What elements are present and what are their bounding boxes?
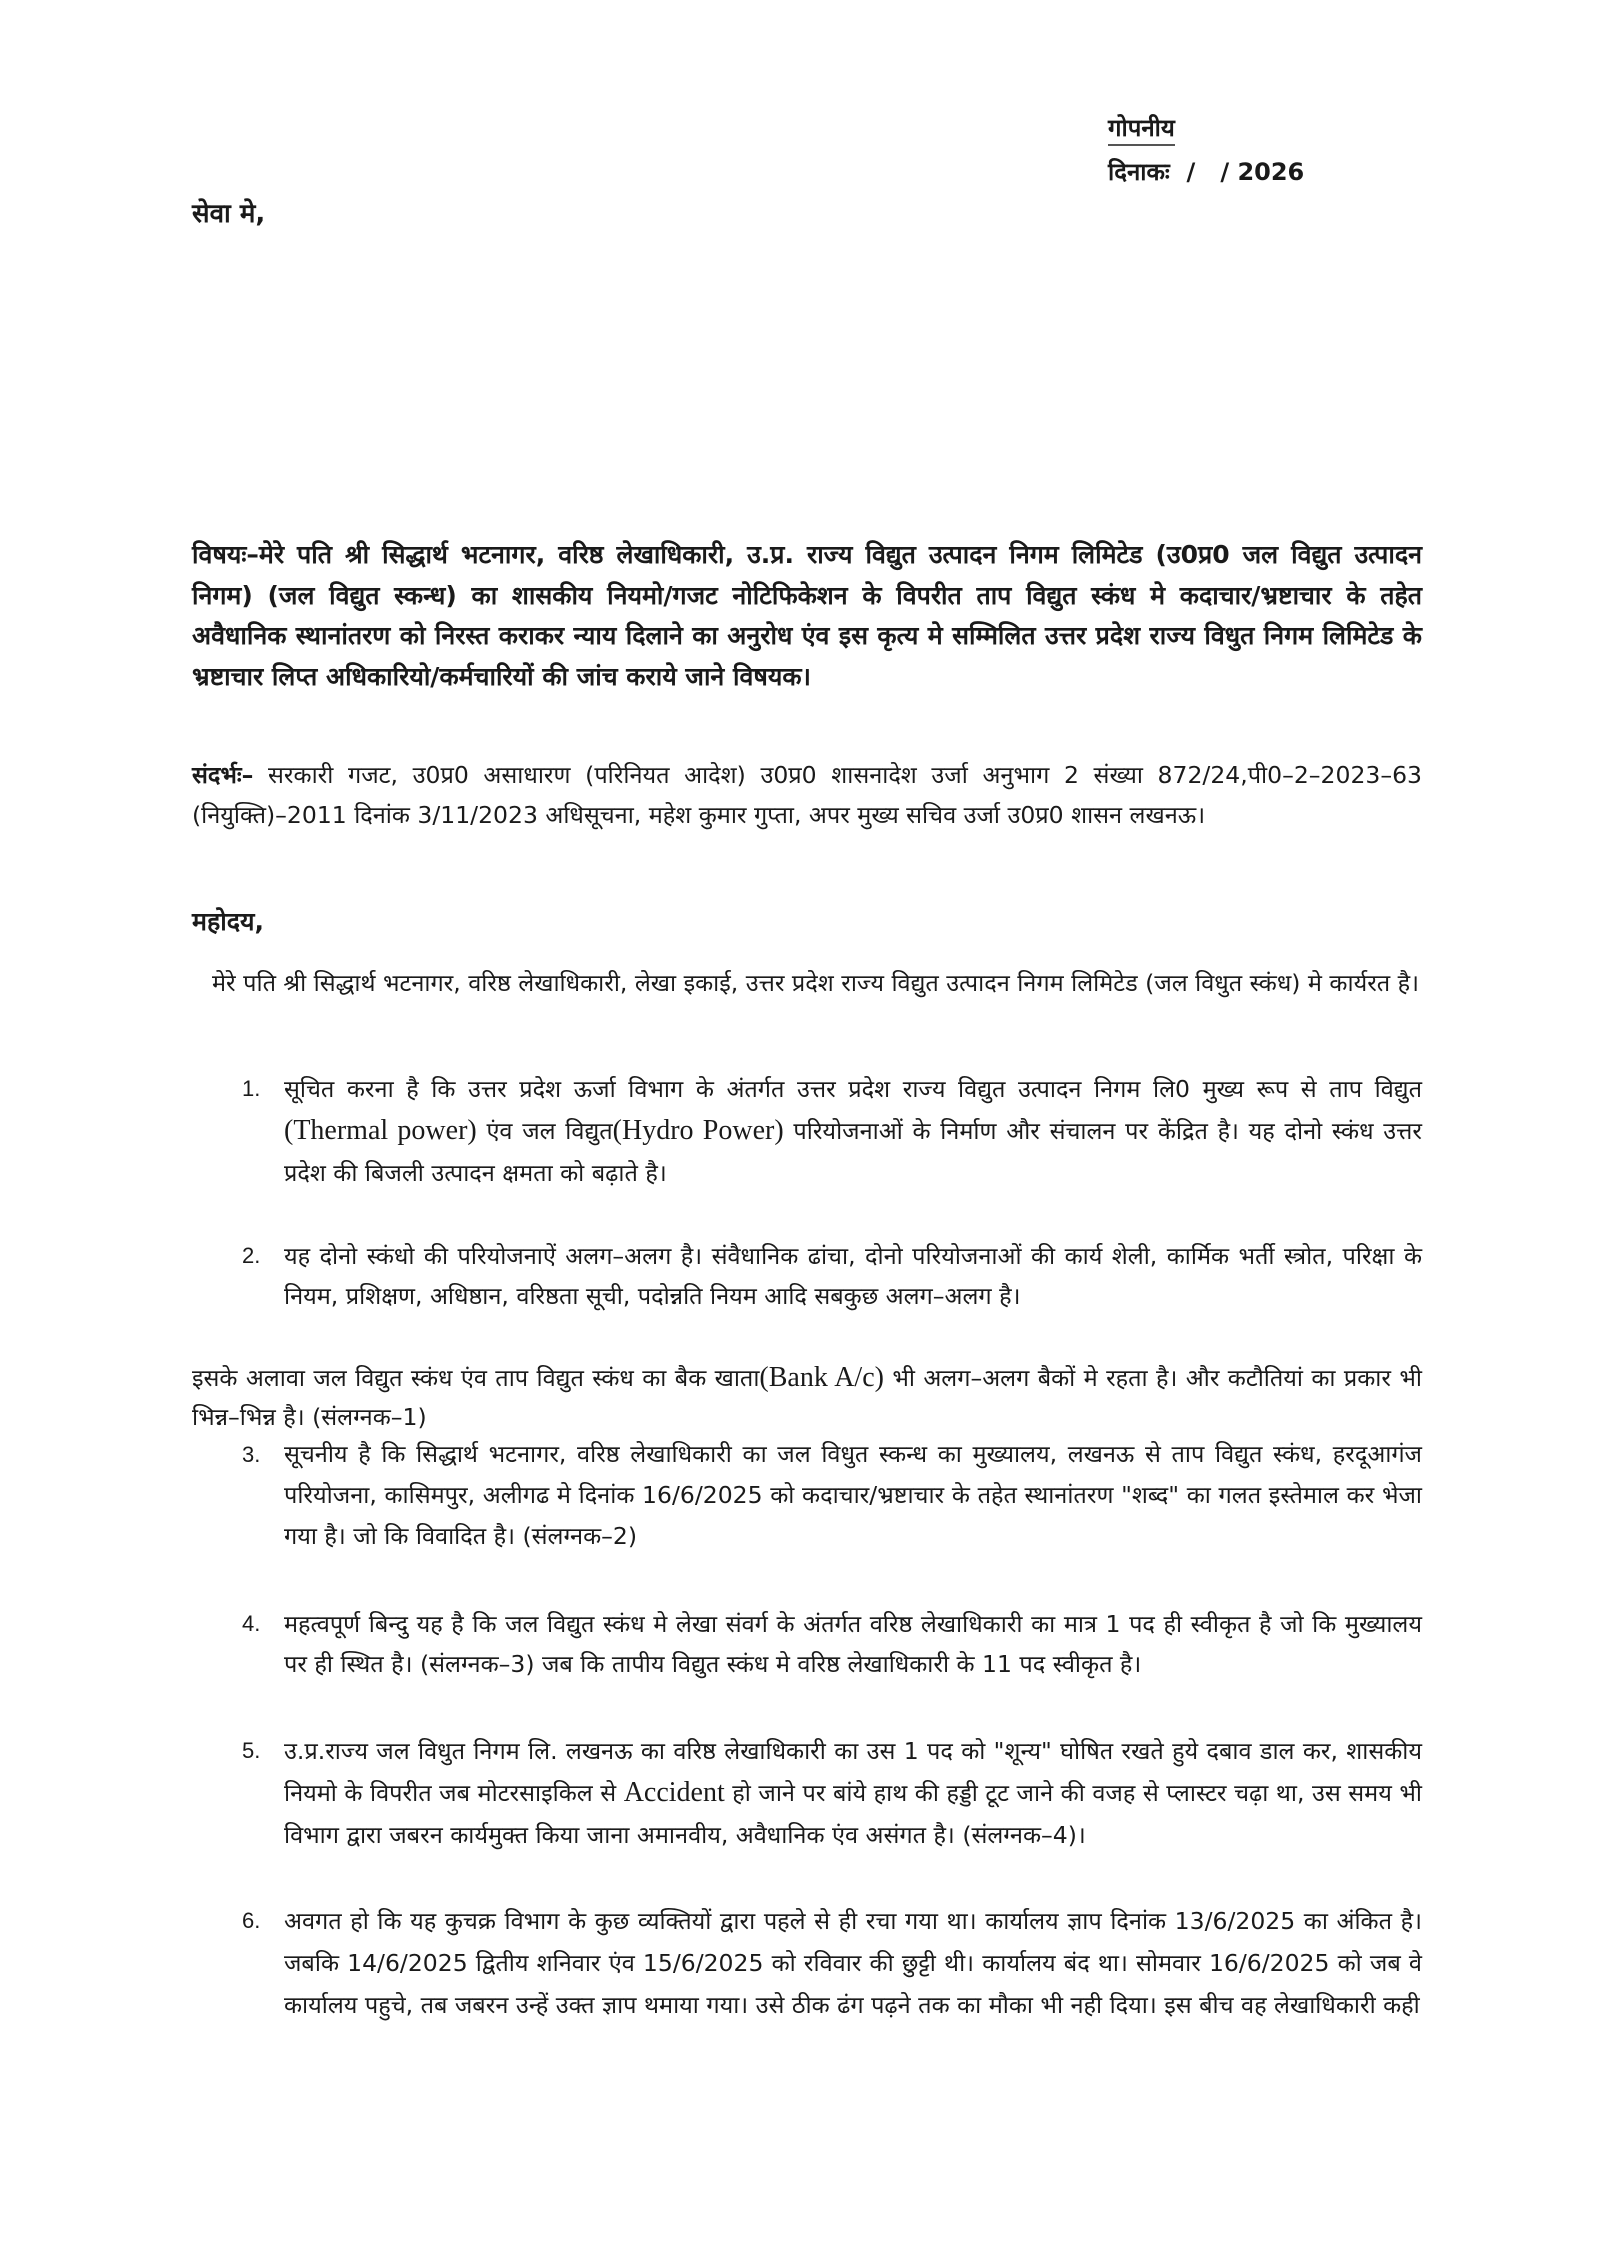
list-text-part: उ.प्र.राज्य जल विधुत निगम लि. लखनऊ का वरिष्ठ लेखाधिकारी का उस 1 पद को "शून्य" घोषित रखते हुये दबाव डाल कर, शासकीय नियमो के विपरीत जब मोटरसाइकिल से (284, 1737, 1422, 1807)
list-text-part: सूचित करना है कि उत्तर प्रदेश ऊर्जा विभाग के अंतर्गत उत्तर प्रदेश राज्य विद्युत उत्पादन निगम लि0 मुख्य रूप से ताप विद्युत (284, 1075, 1422, 1103)
list-item-5 (192, 1730, 1422, 1856)
list-number: 2. (242, 1243, 261, 1268)
list-text-part: एंव जल विद्युत (476, 1117, 613, 1145)
english-term: (Hydro Power) (612, 1115, 784, 1146)
list-text: सूचनीय है कि सिद्धार्थ भटनागर, वरिष्ठ लेखाधिकारी का जल विधुत स्कन्ध का मुख्यालय, लखनऊ से ताप विद्युत स्कंध, हरदूआगंज परियोजना, कासिमपुर, अलीगढ मे दिनांक 16/6/2025 को कदाचार/भ्रष्टाचार के तहेत स्थानांतरण "शब्द" का गलत इस्तेमाल कर भेजा गया है। जो कि विवादित है। (संलग्नक–2) (284, 1440, 1422, 1550)
list-number: 3. (242, 1442, 261, 1467)
list-number: 4. (242, 1611, 261, 1636)
list-item-2 (192, 1236, 1422, 1316)
list-text: अवगत हो कि यह कुचक्र विभाग के कुछ व्यक्तियों द्वारा पहले से ही रचा गया था। कार्यालय ज्ञाप दिनांक 13/6/2025 का अंकित है। जबकि 14/6/2025 द्वितीय शनिवार एंव 15/6/2025 को रविवार की छुट्टी थी। कार्यालय बंद था। सोमवार 16/6/2025 को जब वे कार्यालय पहुचे, तब जबरन उन्हें उक्त ज्ञाप थमाया गया। उसे ठीक ढंग पढ़ने तक का मौका भी नही दिया। इस बीच वह लेखाधिकारी कही (284, 1907, 1422, 2019)
addressee-salutation: सेवा मे, (192, 199, 266, 229)
intro-paragraph: मेरे पति श्री सिद्धार्थ भटनागर, वरिष्ठ लेखाधिकारी, लेखा इकाई, उत्तर प्रदेश राज्य विद्युत उत्पादन निगम लिमिटेड (जल विधुत स्कंध) मे कार्यरत है। (212, 969, 1420, 997)
list-text (284, 1730, 1422, 1856)
english-term: (Bank A/c) (759, 1362, 884, 1393)
list-item-6 (192, 1900, 1422, 2026)
list-text-part: हो जाने पर बांये हाथ की हड्डी टूट जाने की वजह से प्लास्टर चढ़ा था, उस समय भी विभाग द्वारा जबरन कार्यमुक्त किया जाना अमानवीय, अवैधानिक एंव असंगत है। (संलग्नक–4)। (284, 1779, 1422, 1849)
list-text: महत्वपूर्ण बिन्दु यह है कि जल विद्युत स्कंध मे लेखा संवर्ग के अंतर्गत वरिष्ठ लेखाधिकारी का मात्र 1 पद ही स्वीकृत है जो कि मुख्यालय पर ही स्थित है। (संलग्नक–3) जब कि तापीय विद्युत स्कंध मे वरिष्ठ लेखाधिकारी के 11 पद स्वीकृत है। (284, 1610, 1422, 1678)
list-text (284, 1068, 1422, 1194)
paragraph-text-part: भी अलग–अलग बैकों मे रहता है। और कटौतियां का प्रकार भी भिन्न–भिन्न है। (संलग्नक–1) (192, 1364, 1422, 1431)
list-text-part: परियोजनाओं के निर्माण और संचालन पर केंद्रित है। यह दोनो स्कंध उत्तर प्रदेश की बिजली उत्पादन क्षमता को बढ़ाते है। (284, 1117, 1422, 1187)
subject-paragraph: विषयः–मेरे पति श्री सिद्धार्थ भटनागर, वरिष्ठ लेखाधिकारी, उ.प्र. राज्य विद्युत उत्पादन निगम लिमिटेड (उ0प्र0 जल विद्युत उत्पादन निगम) (जल विद्युत स्कन्ध) का शासकीय नियमो/गजट नोटिफिकेशन के विपरीत ताप विद्युत स्कंध मे कदाचार/भ्रष्टाचार के तहेत अवैधानिक स्थानांतरण को निरस्त कराकर न्याय दिलाने का अनुरोध एंव इस कृत्य मे सम्मिलित उत्तर प्रदेश राज्य विधुत निगम लिमिटेड के भ्रष्टाचार लिप्त अधिकारियो/कर्मचारियों की जांच कराये जाने विषयक। (192, 540, 1422, 691)
paragraph-text-part: इसके अलावा जल विद्युत स्कंध एंव ताप विद्युत स्कंध का बैक खाता (192, 1364, 760, 1392)
list-number: 5. (242, 1738, 261, 1763)
list-item-1 (192, 1068, 1422, 1194)
list-number: 1. (242, 1076, 261, 1101)
reference-label: संदर्भः– (192, 761, 254, 789)
bank-account-paragraph (192, 1358, 1422, 1437)
date-line: दिनाकः / / 2026 (1108, 158, 1305, 186)
reference-text: सरकारी गजट, उ0प्र0 असाधारण (परिनियत आदेश) उ0प्र0 शासनादेश उर्जा अनुभाग 2 संख्या 872/24,पी0–2–2023–63 (नियुक्ति)–2011 दिनांक 3/11/2023 अधिसूचना, महेश कुमार गुप्ता, अपर मुख्य सचिव उर्जा उ0प्र0 शासन लखनऊ। (192, 761, 1422, 829)
list-text: यह दोनो स्कंधो की परियोजनाऐं अलग–अलग है। संवैधानिक ढांचा, दोनो परियोजनाओं की कार्य शेली, कार्मिक भर्ती स्त्रोत, परिक्षा के नियम, प्रशिक्षण, अधिष्ठान, वरिष्ठता सूची, पदोन्नति नियम आदि सबकुछ अलग–अलग है। (284, 1242, 1422, 1310)
greeting: महोदय, (192, 907, 264, 936)
confidential-label: गोपनीय (1108, 112, 1175, 146)
list-number: 6. (242, 1908, 261, 1933)
english-term: Accident (623, 1777, 725, 1808)
list-item-4 (192, 1604, 1422, 1684)
english-term: (Thermal power) (284, 1115, 477, 1146)
list-item-3 (192, 1434, 1422, 1557)
reference-paragraph (192, 755, 1422, 835)
